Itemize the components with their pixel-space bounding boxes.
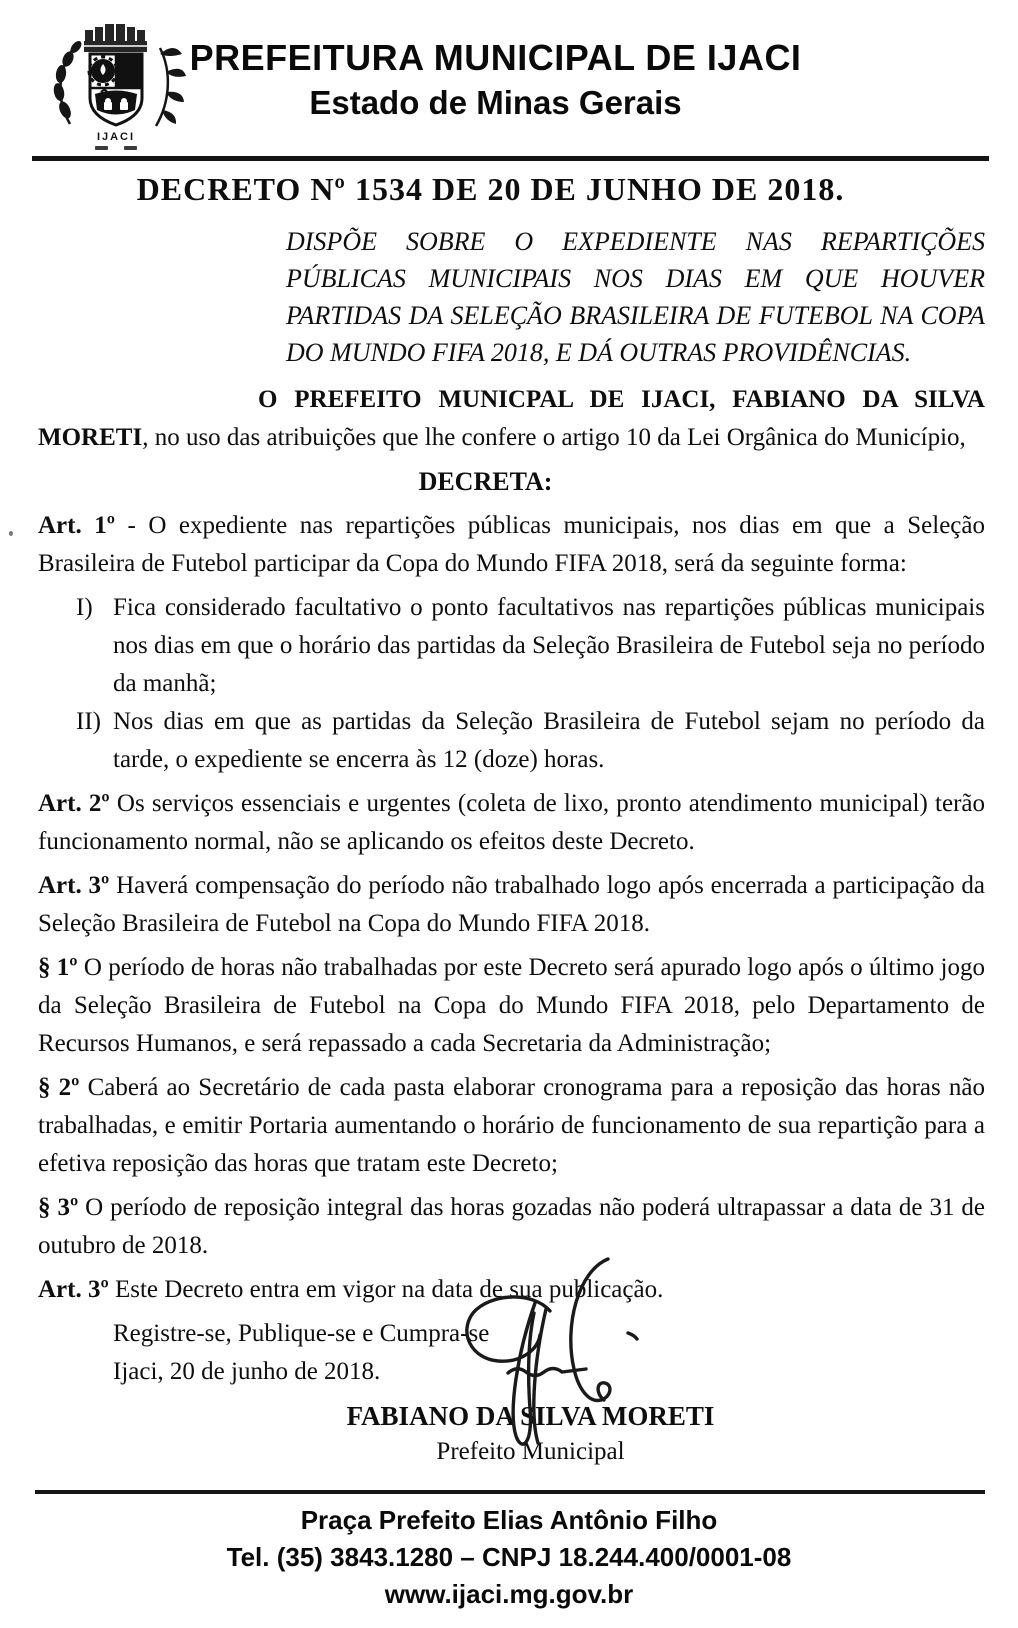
footer-phone-cnpj: Tel. (35) 3843.1280 – CNPJ 18.244.400/0001-08 [226, 1542, 792, 1572]
article-vigor-label: Art. 3º [38, 1276, 109, 1303]
preamble [38, 381, 985, 457]
footer-website: www.ijaci.mg.gov.br [384, 1579, 634, 1609]
list-item-1: I) Fica considerado facultativo o ponto facultativos nas repartições públicas municipais nos dias em que o horário das partidas da Seleção Brasileira de Futebol seja no período da manhã; [38, 589, 985, 703]
article-3: Art. 3º Haverá compensação do período não trabalhado logo após encerrada a participação da Seleção Brasileira de Futebol na Copa do Mundo FIFA 2018. [38, 872, 986, 937]
list-item-2: II) Nos dias em que as partidas da Seleção Brasileira de Futebol sejam no período da tarde, o expediente se encerra às 12 (doze) horas. [38, 703, 985, 779]
article-1: Art. 1º - O expediente nas repartições públicas municipais, nos dias em que a Seleção Brasileira de Futebol participar da Copa do Mundo FIFA 2018, será da seguinte forma: [38, 512, 986, 577]
paragraph-3-label: § 3º [38, 1194, 79, 1221]
signatory-block [57, 1397, 1004, 1469]
footer-address: Praça Prefeito Elias Antônio Filho [300, 1505, 718, 1535]
article-1-label: Art. 1º [38, 512, 115, 539]
paragraph-1: § 1º O período de horas não trabalhadas por este Decreto será apurado logo após o último jogo da Seleção Brasileira de Futebol na Copa do Mundo FIFA 2018, pelo Departamento de Recursos Humanos, e será repassado a cada Secretaria da Administração; [38, 954, 985, 1057]
paragraph-2-label: § 2º [38, 1074, 80, 1101]
list-item-1-marker: I) [76, 594, 93, 621]
article-2-label: Art. 2º [38, 790, 110, 817]
footer [0, 1502, 1018, 1613]
paragraph-3: § 3º O período de reposição integral das horas gozadas não poderá ultrapassar a data de 31 de outubro de 2018. [38, 1194, 985, 1259]
paragraph-1-label: § 1º [38, 954, 78, 981]
article-vigor: Art. 3º Este Decreto entra em vigor na data de sua publicação. [38, 1276, 664, 1303]
decree-summary: DISPÕE SOBRE O EXPEDIENTE NAS REPARTIÇÕES PÚBLICAS MUNICIPAIS NOS DIAS EM QUE HOUVER PARTIDAS DA SELEÇÃO BRASILEIRA DE FUTEBOL NA COPA DO MUNDO FIFA 2018, E DÁ OUTRAS PROVIDÊNCIAS. [286, 227, 985, 367]
decreta-heading: DECRETA: [418, 467, 553, 496]
org-name: PREFEITURA MUNICIPAL DE IJACI [189, 37, 802, 78]
scan-artifact-dot [9, 531, 13, 536]
logo-caption: IJACI [96, 131, 136, 143]
paragraph-2: § 2º Caberá ao Secretário de cada pasta elaborar cronograma para a reposição das horas não trabalhadas, e emitir Portaria aumentando o horário de funcionamento de sua repartição para a efetiva reposição das horas que tratam este Decreto; [38, 1074, 985, 1177]
article-1-items [38, 589, 985, 779]
signatory-name: FABIANO DA SILVA MORETI [346, 1401, 715, 1431]
letterhead-titles [188, 14, 985, 126]
list-item-2-marker: II) [76, 708, 101, 735]
decree-title: DECRETO Nº 1534 DE 20 DE JUNHO DE 2018. [136, 171, 845, 207]
closing-lines [113, 1315, 985, 1391]
closing-line-1: Registre-se, Publique-se e Cumpra-se [113, 1320, 490, 1347]
header-divider [32, 156, 989, 161]
org-subtitle: Estado de Minas Gerais [309, 84, 682, 121]
signatory-role: Prefeito Municipal [436, 1438, 625, 1465]
letterhead [38, 14, 985, 154]
preamble-rest: , no uso das atribuições que lhe confere o artigo 10 da Lei Orgânica do Município, [142, 424, 966, 451]
closing-line-2: Ijaci, 20 de junho de 2018. [113, 1358, 381, 1385]
article-3-label: Art. 3º [38, 872, 110, 899]
signature-area [38, 1271, 985, 1469]
ijaci-coat-of-arms-icon [38, 14, 188, 154]
article-2: Art. 2º Os serviços essenciais e urgentes (coleta de lixo, pronto atendimento municipal) terão funcionamento normal, não se aplicando os efeitos deste Decreto. [38, 790, 985, 855]
preamble-bold: O PREFEITO MUNICPAL DE IJACI, FABIANO DA SILVA MORETI [38, 386, 985, 451]
footer-divider [35, 1490, 985, 1494]
